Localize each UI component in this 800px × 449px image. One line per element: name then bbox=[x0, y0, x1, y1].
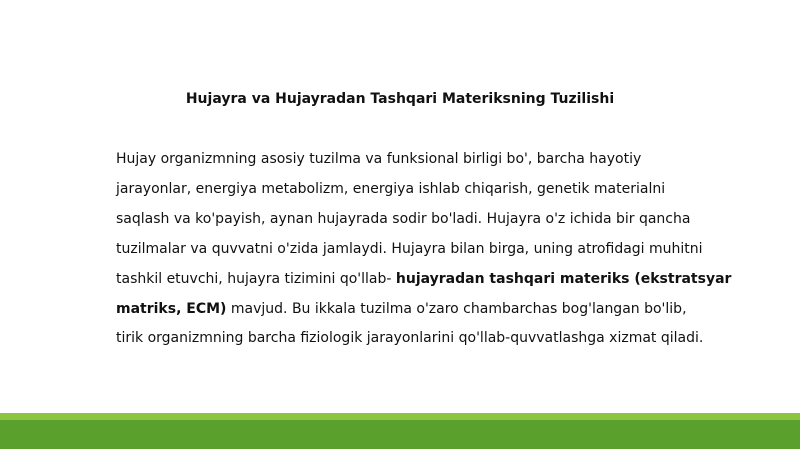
body-line-3: saqlash va ko'payish, aynan hujayrada sodir bo'ladi. Hujayra o'z ichida bir qancha bbox=[116, 210, 691, 227]
footer-band-light bbox=[0, 413, 800, 420]
body-line-5-text: tashkil etuvchi, hujayra tizimini qo'llab- bbox=[116, 270, 396, 287]
slide-body bbox=[116, 145, 732, 354]
body-line-7: tirik organizmning barcha fiziologik jarayonlarini qo'llab-quvvatlashga xizmat qiladi. bbox=[116, 330, 704, 347]
ecm-term-bold-part-1: hujayradan tashqari materiks (ekstratsyar bbox=[395, 270, 732, 287]
slide-title: Hujayra va Hujayradan Tashqari Materiksning Tuzilishi bbox=[185, 91, 615, 107]
body-line-5 bbox=[116, 265, 732, 295]
body-line-4: tuzilmalar va quvvatni o'zida jamlaydi. Hujayra bilan birga, uning atrofidagi muhitni bbox=[116, 240, 703, 257]
body-line-6 bbox=[116, 295, 716, 325]
body-line-2: jarayonlar, energiya metabolizm, energiya ishlab chiqarish, genetik materialni bbox=[116, 180, 666, 197]
body-line-6-text: mavjud. Bu ikkala tuzilma o'zaro chambarchas bog'langan bo'lib, bbox=[226, 300, 687, 317]
ecm-term-bold-part-2: matriks, ECM) bbox=[116, 300, 227, 317]
body-line-1: Hujay organizmning asosiy tuzilma va funksional birligi bo', barcha hayotiy bbox=[116, 151, 642, 167]
footer-band-dark bbox=[0, 420, 800, 449]
